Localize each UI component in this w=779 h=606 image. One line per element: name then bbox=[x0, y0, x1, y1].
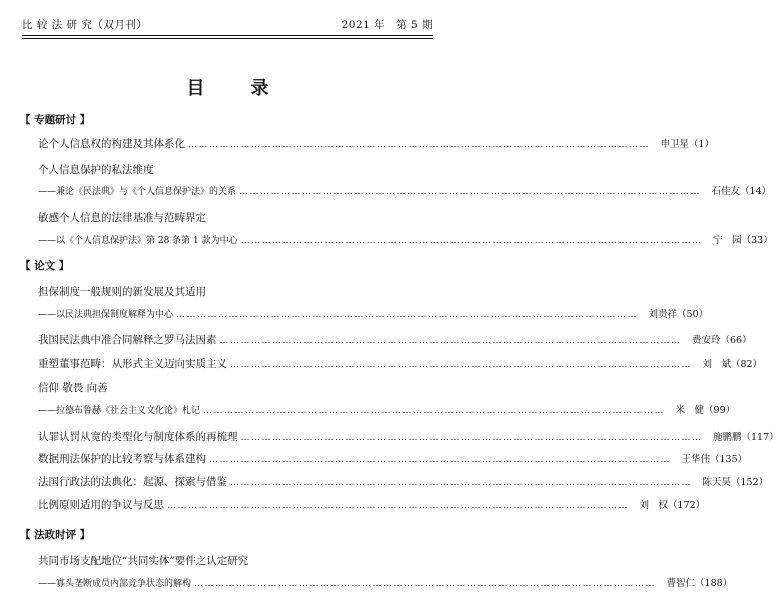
entry-page: 50 bbox=[686, 309, 699, 320]
leader-dots: …………………………………………………………………………………………………………………… bbox=[176, 310, 639, 320]
toc-entry[interactable]: 认罪认罚从宽的类型化与制度体系的再梳理 …………………………………………………………………………………………………………………… 施鹏鹏 （ 117 ） bbox=[38, 431, 779, 443]
entry-page: 117 bbox=[751, 432, 770, 443]
header-rule-thin bbox=[22, 38, 433, 39]
toc-entry-title[interactable]: 担保制度一般规则的新发展及其适用 bbox=[38, 286, 206, 298]
entry-title: 论个人信息权的构建及其体系化 bbox=[38, 138, 185, 150]
entry-page: 188 bbox=[704, 578, 723, 589]
entry-subtitle: ——寡头垄断成员内部竞争状态的解构 bbox=[38, 579, 192, 589]
toc-entry[interactable]: 比例原则适用的争议与反思 …………………………………………………………………………………………………………………… 刘 权 （ 172 ） bbox=[38, 499, 706, 511]
running-header bbox=[22, 14, 433, 32]
toc-entry[interactable]: 论个人信息权的构建及其体系化 …………………………………………………………………………………………………………………… 申卫星 （ 1 ） bbox=[38, 138, 715, 150]
entry-author: 米 健 bbox=[675, 405, 705, 416]
entry-author: 刘 斌 bbox=[702, 359, 731, 370]
toc-entry[interactable]: ——寡头垄断成员内部竞争状态的解构 …………………………………………………………………………………………………………………… 曹智仁 （ 188 ） bbox=[38, 575, 429, 591]
entry-author: 刘 权 bbox=[639, 500, 668, 511]
toc-entry[interactable]: 重塑董事范畴：从形式主义迈向实质主义 …………………………………………………………………………………………………………………… 刘 斌 （ 82 ） bbox=[38, 358, 763, 370]
toc-entry[interactable]: ——兼论《民法典》与《个人信息保护法》的关系 …………………………………………………………………………………………………………………… 石佳友 （ 14 ） bbox=[38, 183, 429, 199]
entry-page: 172 bbox=[677, 500, 696, 511]
leader-dots: …………………………………………………………………………………………………………………… bbox=[230, 478, 692, 488]
toc-entry[interactable]: ——以《个人信息保护法》第 28 条第 1 款为中心 …………………………………………………………………………………………………………………… 宁 园 （ 33 ） bbox=[38, 232, 429, 248]
entry-page: 82 bbox=[740, 359, 753, 370]
entry-subtitle: ——以《个人信息保护法》第 28 条第 1 款为中心 bbox=[38, 236, 238, 246]
leader-dots: …………………………………………………………………………………………………………………… bbox=[167, 501, 629, 511]
entry-page: 14 bbox=[749, 186, 762, 197]
leader-dots: …………………………………………………………………………………………………………………… bbox=[219, 336, 682, 346]
entry-page: 135 bbox=[719, 454, 738, 465]
entry-author: 石佳友 bbox=[711, 186, 741, 197]
leader-dots: …………………………………………………………………………………………………………………… bbox=[240, 433, 703, 443]
leader-dots: …………………………………………………………………………………………………………………… bbox=[240, 236, 703, 246]
entry-page: 99 bbox=[713, 405, 726, 416]
section-heading-special: 【 专题研讨 】 bbox=[20, 114, 91, 126]
page-title: 目 录 bbox=[186, 78, 283, 99]
entry-page: 152 bbox=[740, 477, 759, 488]
entry-title: 认罪认罚从宽的类型化与制度体系的再梳理 bbox=[38, 431, 238, 443]
entry-author: 刘贵祥 bbox=[648, 309, 678, 320]
entry-title: 法国行政法的法典化：起源、探索与借鉴 bbox=[38, 476, 227, 488]
entry-subtitle: ——兼论《民法典》与《个人信息保护法》的关系 bbox=[38, 187, 237, 197]
toc-entry-title[interactable]: 信仰 敬畏 向善 bbox=[38, 382, 108, 394]
leader-dots: …………………………………………………………………………………………………………………… bbox=[239, 187, 702, 197]
entry-page: 33 bbox=[751, 235, 764, 246]
toc-entry-title[interactable]: 敏感个人信息的法律基准与范畴界定 bbox=[38, 212, 206, 224]
entry-author: 施鹏鹏 bbox=[712, 432, 742, 443]
entry-author: 陈天昊 bbox=[702, 477, 731, 488]
leader-dots: …………………………………………………………………………………………………………………… bbox=[194, 579, 657, 589]
leader-dots: …………………………………………………………………………………………………………………… bbox=[209, 455, 671, 465]
entry-author: 曹智仁 bbox=[666, 578, 696, 589]
entry-author: 费安玲 bbox=[691, 335, 721, 346]
header-rule bbox=[22, 35, 433, 36]
entry-author: 宁 园 bbox=[713, 235, 742, 246]
entry-page: 1 bbox=[698, 139, 705, 150]
toc-entry[interactable]: ——拉德布鲁赫《社会主义文化论》札记 …………………………………………………………………………………………………………………… 米 健 （ 99 ） bbox=[38, 402, 429, 418]
entry-subtitle: ——以民法典担保制度解释为中心 bbox=[38, 310, 174, 320]
leader-dots: …………………………………………………………………………………………………………………… bbox=[203, 406, 666, 416]
entry-subtitle: ——拉德布鲁赫《社会主义文化论》札记 bbox=[38, 406, 201, 416]
toc-entry-title[interactable]: 共同市场支配地位“共同实体”要件之认定研究 bbox=[38, 555, 249, 567]
leader-dots: …………………………………………………………………………………………………………………… bbox=[230, 360, 692, 370]
entry-title: 比例原则适用的争议与反思 bbox=[38, 499, 164, 511]
entry-title: 重塑董事范畴：从形式主义迈向实质主义 bbox=[38, 358, 227, 370]
toc-entry[interactable]: 数据刑法保护的比较考察与体系建构 …………………………………………………………………………………………………………………… 王华伟 （ 135 ） bbox=[38, 453, 748, 465]
entry-author: 王华伟 bbox=[681, 454, 710, 465]
toc-entry-title[interactable]: 个人信息保护的私法维度 bbox=[38, 164, 154, 176]
entry-title: 数据刑法保护的比较考察与体系建构 bbox=[38, 453, 206, 465]
toc-entry[interactable]: 我国民法典中准合同解释之罗马法因素 …………………………………………………………………………………………………………………… 费安玲 （ 66 ） bbox=[38, 334, 752, 346]
journal-name: 比 较 法 研 究（双月刊） bbox=[22, 19, 148, 31]
section-heading-papers: 【 论文 】 bbox=[20, 260, 70, 272]
entry-title: 我国民法典中准合同解释之罗马法因素 bbox=[38, 334, 217, 346]
toc-entry[interactable]: ——以民法典担保制度解释为中心 …………………………………………………………………………………………………………………… 刘贵祥 （ 50 ） bbox=[38, 306, 429, 322]
leader-dots: …………………………………………………………………………………………………………………… bbox=[188, 140, 650, 150]
issue-label: 2021 年 第 5 期 bbox=[341, 19, 433, 31]
entry-page: 66 bbox=[730, 335, 743, 346]
section-heading-commentary: 【 法政时评 】 bbox=[20, 529, 91, 541]
toc-entry[interactable]: 法国行政法的法典化：起源、探索与借鉴 …………………………………………………………………………………………………………………… 陈天昊 （ 152 ） bbox=[38, 476, 769, 488]
entry-author: 申卫星 bbox=[660, 139, 689, 150]
